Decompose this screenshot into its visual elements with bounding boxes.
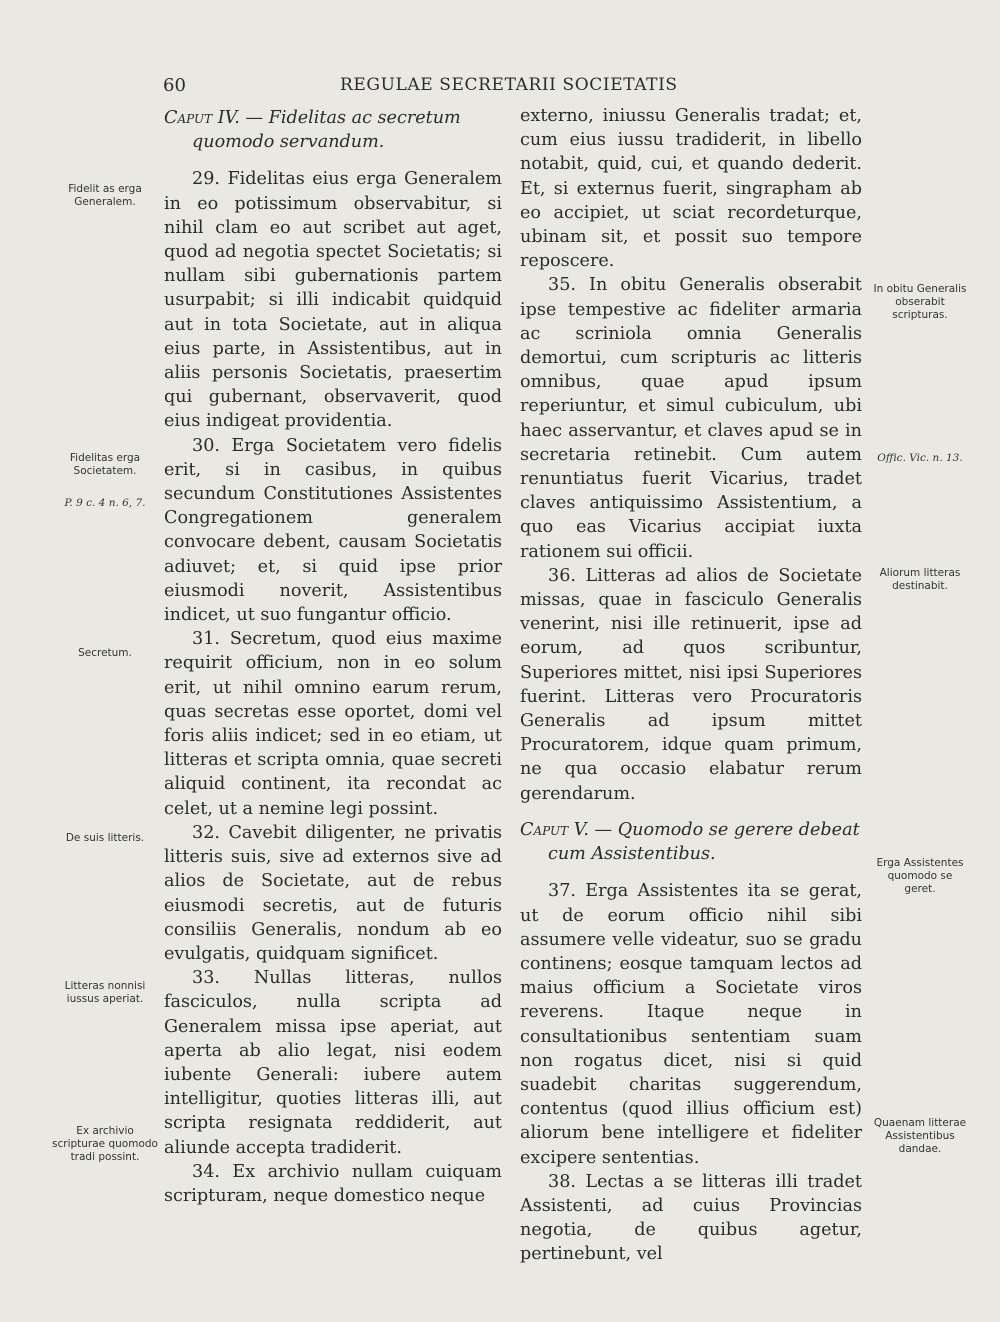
chapter-iv-label: Caput IV.: [164, 108, 240, 128]
paragraph-32: 32. Cavebit diligenter, ne privatis litteris suis, sive ad externos sive ad alios de Societate, aut de rebus eiusmodi secretis, aut de futuris consiliis Generalis, nondum ab eo evulgatis, quidquam significet.: [164, 822, 502, 964]
paragraph-29: 29. Fidelitas eius erga Generalem in eo potissimum observabitur, si nihil clam eo aut scribet aut aget, quod ad negotia spectet Societatis; si nullam sibi gubernationis partem usurpabit; si illi indicabit quidquid aut in tota Societate, aut in aliqua eius parte, in Assistentibus, aut in aliis personis Societatis, praesertim qui gubernant, observaverit, quod eius indigeat providentia.: [164, 169, 502, 432]
left-text-column: [164, 104, 502, 1208]
paragraph-33: 33. Nullas litteras, nullos fasciculos, nulla scripta ad Generalem missa ipse aperiat, aut aperta ab alio legat, nisi eodem iubente Generali: iubere autem intelligitur, quoties litteras illi, aut scripta resignata reddiderit, aut aliunde accepta tradiderit.: [164, 968, 502, 1158]
margin-note-ex-archivio: Ex archivio scripturae quomodo tradi possint.: [52, 1125, 158, 1163]
margin-note-aliorum-litteras: Aliorum litteras destinabit.: [879, 567, 961, 592]
paragraph-34-continued: externo, iniussu Generalis tradat; et, cum eius iussu tradiderit, in libello notabit, quid, cui, et quando dederit. Et, si externus fuerit, singrapham ab eo accipiet, ut sciat recordeturque, ubinam sit, et possit suo tempore reposcere.: [520, 106, 862, 272]
margin-note-fidelitas-generalem: Fidelit as erga Generalem.: [68, 183, 142, 208]
margin-note-de-suis-litteris: De suis litteris.: [65, 832, 145, 844]
margin-note-quaenam-litterae: Quaenam litterae Assistentibus dandae.: [873, 1117, 967, 1155]
paragraph-30: 30. Erga Societatem vero fidelis erit, si in casibus, in quibus secundum Constitutiones Assistentes Congregationem generalem convocare debent, causam Societatis adiuvet; et, si quid ipse prior eiusmodi noverit, Assistentibus indicet, ut suo fungantur officio.: [164, 435, 502, 626]
paragraph-34: 34. Ex archivio nullam cuiquam scripturam, neque domestico neque: [164, 1161, 502, 1206]
right-text-column: [520, 104, 862, 1267]
margin-note-litteras-aperiat: Litteras nonnisi iussus aperiat.: [64, 980, 146, 1005]
chapter-iv-heading: [164, 106, 502, 154]
chapter-iv-title: — Fidelitas ac secretum quomodo servandum.: [192, 108, 461, 153]
margin-note-offic-vic: Offic. Vic. n. 13.: [877, 452, 963, 464]
paragraph-31: 31. Secretum, quod eius maxime requirit officium, non in eo solum erit, ut nihil omnino earum rerum, quas secretas esse oportet, domi vel foris aliis indicet; sed in eo etiam, ut litteras et scripta omnia, quae secreti aliquid continent, ita recondat ac celet, ut a nemine legi possint.: [164, 629, 502, 819]
margin-note-in-obitu: In obitu Generalis obserabit scripturas.: [873, 283, 967, 321]
paragraph-37: 37. Erga Assistentes ita se gerat, ut de eorum officio nihil sibi assumere velle videatur, suo se gradu continens; eosque tamquam lectos ad maius officium a Societate viros reverens. Itaque neque in consultationibus sententiam suam non rogatus dicet, nisi si quid suadebit charitas suggerendum, contentus (quod illius officium est) aliorum bene intelligere et fideliter excipere sententias.: [520, 881, 862, 1168]
chapter-v-label: Caput V.: [520, 819, 589, 840]
paragraph-38: 38. Lectas a se litteras illi tradet Assistenti, ad cuius Provincias negotia, de quibus agetur, pertinebunt, vel: [520, 1171, 862, 1265]
margin-note-erga-assistentes: Erga Assistentes quomodo se geret.: [876, 857, 964, 895]
margin-note-reference: P. 9 c. 4 n. 6, 7.: [64, 497, 146, 509]
chapter-v-heading: [520, 818, 862, 866]
paragraph-35: 35. In obitu Generalis obserabit ipse tempestive ac fideliter armaria ac scriniola omnia Generalis demortui, cum scripturis ac litteris omnibus, quae apud ipsum reperiuntur, et simul cubiculum, ubi haec asservantur, et claves apud se in secretaria retinebit. Cum autem renuntiatus fuerit Vicarius, tradet claves antiquissimo Assistentium, a quo eas Vicarius accipiat iuxta rationem sui officii.: [520, 275, 862, 562]
page-number: 60: [163, 75, 186, 96]
margin-note-secretum: Secretum.: [78, 647, 132, 659]
running-title: REGULAE SECRETARII SOCIETATIS: [340, 75, 678, 95]
margin-note-fidelitas-societatem: Fidelitas erga Societatem.: [69, 452, 141, 477]
chapter-v-title: — Quomodo se gerere debeat cum Assistentibus.: [548, 819, 860, 865]
paragraph-36: 36. Litteras ad alios de Societate missas, quae in fasciculo Generalis venerint, nisi ille retinuerit, ipse ad eorum, ad quos scribuntur, Superiores mittet, nisi ipsi Superiores fuerint. Litteras vero Procuratoris Generalis ad ipsum mittet Procuratorem, idque quam primum, ne qua occasio elabatur rerum gerendarum.: [520, 565, 862, 804]
